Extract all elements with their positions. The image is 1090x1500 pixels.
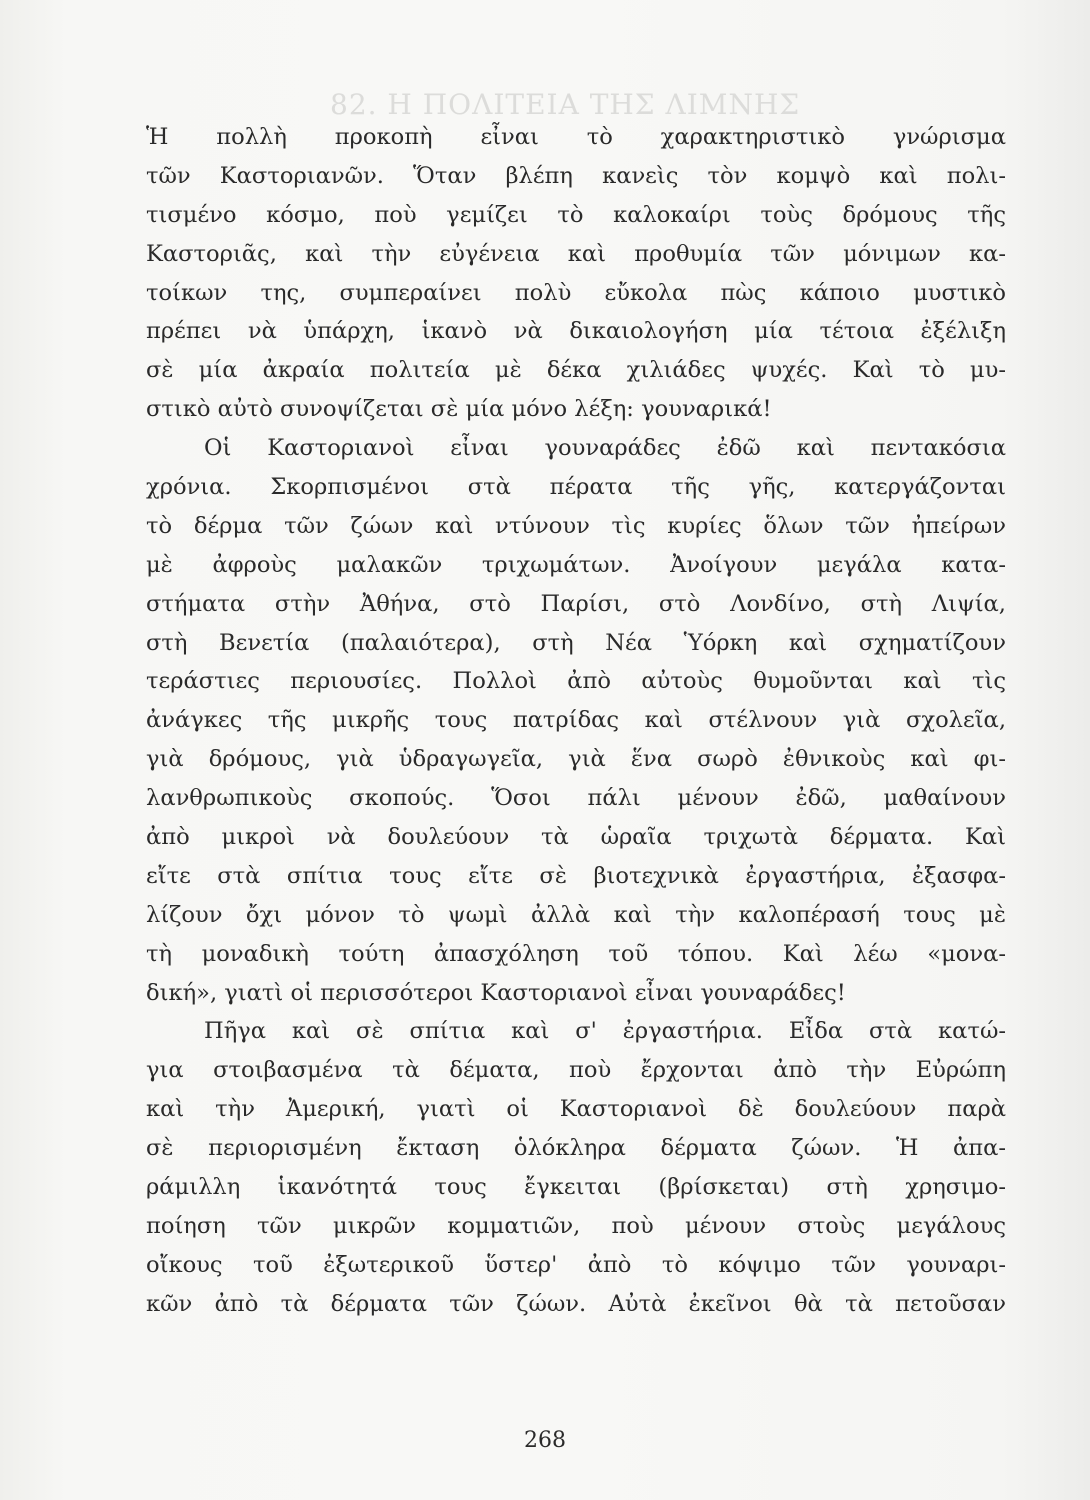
text-line: ποίηση τῶν μικρῶν κομματιῶν, ποὺ μένουν στοὺς μεγάλους xyxy=(146,1212,1006,1239)
text-line: σὲ μία ἀκραία πολιτεία μὲ δέκα χιλιάδες ψυχές. Καὶ τὸ μυ- xyxy=(146,357,1006,384)
body-text xyxy=(146,118,1006,1324)
text-line: οἴκους τοῦ ἐξωτερικοῦ ὕστερ' ἀπὸ τὸ κόψιμο τῶν γουναρι- xyxy=(146,1251,1006,1278)
text-line: χρόνια. Σκορπισμένοι στὰ πέρατα τῆς γῆς, κατεργάζονται xyxy=(146,474,1006,501)
text-line: τῶν Καστοριανῶν. Ὅταν βλέπη κανεὶς τὸν κομψὸ καὶ πολι- xyxy=(146,162,1006,189)
text-line: δική», γιατὶ οἱ περισσότεροι Καστοριανοὶ εἶναι γουναράδες! xyxy=(146,979,846,1006)
text-line: Οἱ Καστοριανοὶ εἶναι γουναράδες ἐδῶ καὶ πεντακόσια xyxy=(204,435,1006,462)
text-line: καὶ τὴν Ἀμερική, γιατὶ οἱ Καστοριανοὶ δὲ δουλεύουν παρὰ xyxy=(146,1096,1006,1123)
text-line: σὲ περιορισμένη ἔκταση ὁλόκληρα δέρματα ζώων. Ἡ ἀπα- xyxy=(146,1135,1006,1162)
text-line: στικὸ αὐτὸ συνοψίζεται σὲ μία μόνο λέξη: γουναρικά! xyxy=(146,396,772,423)
text-line: Καστοριᾶς, καὶ τὴν εὐγένεια καὶ προθυμία τῶν μόνιμων κα- xyxy=(146,240,1006,267)
text-line: μὲ ἀφροὺς μαλακῶν τριχωμάτων. Ἀνοίγουν μεγάλα κατα- xyxy=(146,551,1006,578)
text-line: τὴ μοναδικὴ τούτη ἀπασχόληση τοῦ τόπου. Καὶ λέω «μονα- xyxy=(146,940,1006,967)
text-line: Ἡ πολλὴ προκοπὴ εἶναι τὸ χαρακτηριστικὸ γνώρισμα xyxy=(146,124,1006,150)
text-line: ἀπὸ μικροὶ νὰ δουλεύουν τὰ ὡραῖα τριχωτὰ δέρματα. Καὶ xyxy=(146,824,1006,851)
text-line: τοίκων της, συμπεραίνει πολὺ εὔκολα πὼς κάποιο μυστικὸ xyxy=(146,279,1006,306)
text-line: τισμένο κόσμο, ποὺ γεμίζει τὸ καλοκαίρι τοὺς δρόμους τῆς xyxy=(146,201,1006,228)
page-number: 268 xyxy=(524,1428,566,1453)
show-through-title: 82. Η ΠΟΛΙΤΕΙΑ ΤΗΣ ΛΙΜΝΗΣ xyxy=(330,88,801,121)
text-line: λανθρωπικοὺς σκοπούς. Ὅσοι πάλι μένουν ἐδῶ, μαθαίνουν xyxy=(146,785,1006,812)
text-line: στὴ Βενετία (παλαιότερα), στὴ Νέα Ὑόρκη καὶ σχηματίζουν xyxy=(146,629,1006,656)
text-line: για στοιβασμένα τὰ δέματα, ποὺ ἔρχονται ἀπὸ τὴν Εὐρώπη xyxy=(146,1057,1006,1084)
text-line: ἀνάγκες τῆς μικρῆς τους πατρίδας καὶ στέλνουν γιὰ σχολεῖα, xyxy=(146,707,1006,734)
text-line: κῶν ἀπὸ τὰ δέρματα τῶν ζώων. Αὐτὰ ἐκεῖνοι θὰ τὰ πετοῦσαν xyxy=(146,1290,1006,1317)
text-line: στήματα στὴν Ἀθήνα, στὸ Παρίσι, στὸ Λονδίνο, στὴ Λιψία, xyxy=(146,590,1006,617)
text-line: ράμιλλη ἱκανότητά τους ἔγκειται (βρίσκεται) στὴ χρησιμο- xyxy=(146,1174,1006,1201)
text-line: τεράστιες περιουσίες. Πολλοὶ ἀπὸ αὐτοὺς θυμοῦνται καὶ τὶς xyxy=(146,668,1006,695)
text-line: πρέπει νὰ ὑπάρχη, ἱκανὸ νὰ δικαιολογήση μία τέτοια ἐξέλιξη xyxy=(146,318,1006,345)
text-line: τὸ δέρμα τῶν ζώων καὶ ντύνουν τὶς κυρίες ὅλων τῶν ἠπείρων xyxy=(146,512,1006,539)
text-line: εἴτε στὰ σπίτια τους εἴτε σὲ βιοτεχνικὰ ἐργαστήρια, ἐξασφα- xyxy=(146,862,1006,889)
text-line: Πῆγα καὶ σὲ σπίτια καὶ σ' ἐργαστήρια. Εἶδα στὰ κατώ- xyxy=(204,1018,1006,1045)
text-line: λίζουν ὄχι μόνον τὸ ψωμὶ ἀλλὰ καὶ τὴν καλοπέρασή τους μὲ xyxy=(146,901,1006,928)
text-line: γιὰ δρόμους, γιὰ ὑδραγωγεῖα, γιὰ ἕνα σωρὸ ἐθνικοὺς καὶ φι- xyxy=(146,746,1006,773)
